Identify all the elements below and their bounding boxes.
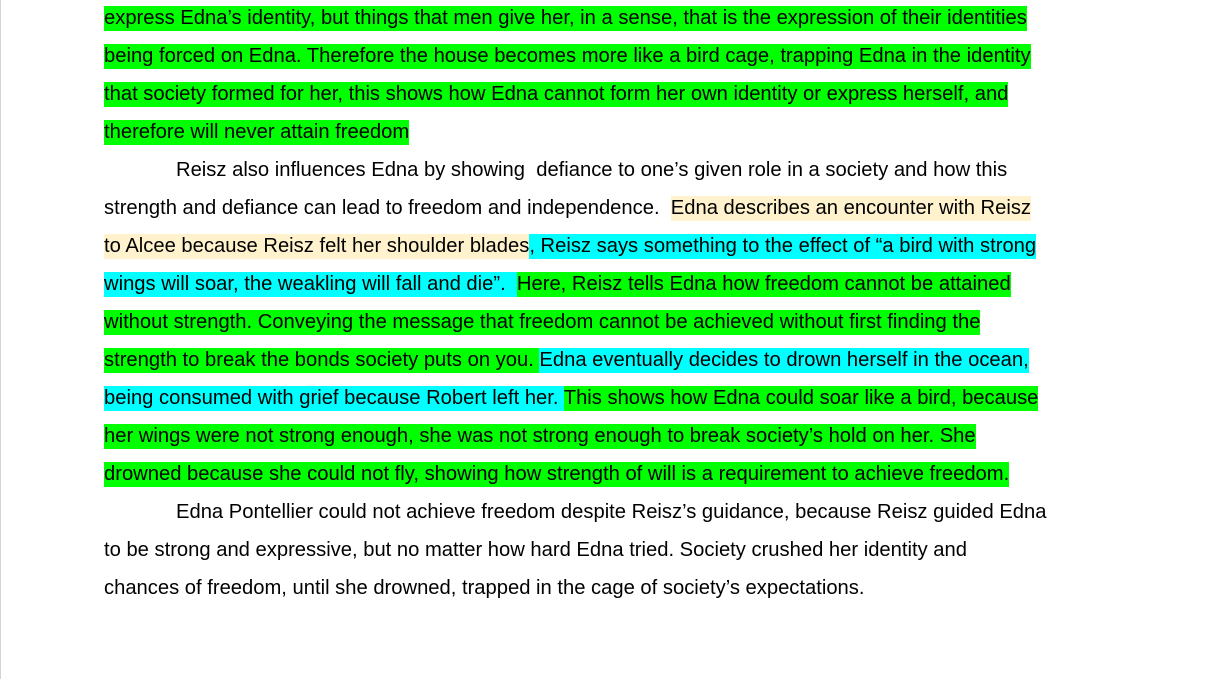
line-7-seg-1: to Alcee because Reisz felt her shoulder blades — [104, 235, 530, 257]
text-line-8 — [104, 272, 1011, 310]
text-line-4 — [104, 120, 409, 158]
text-line-15 — [104, 538, 967, 576]
line-1-seg-1: express Edna’s identity, but things that men give her, in a sense, that is the expression of their identities — [104, 7, 1027, 29]
text-line-12 — [104, 424, 976, 462]
line-16-seg-1: chances of freedom, until she drowned, trapped in the cage of society’s expectations. — [104, 577, 865, 599]
text-line-10 — [104, 348, 1029, 386]
text-line-9 — [104, 310, 980, 348]
text-line-2 — [104, 44, 1031, 82]
line-4-seg-1: therefore will never attain freedom — [104, 121, 410, 143]
text-line-7 — [104, 234, 1036, 272]
line-14-seg-1: Edna Pontellier could not achieve freedom despite Reisz’s guidance, because Reisz guided Edna — [176, 501, 1047, 523]
line-5-seg-1: Reisz also influences Edna by showing defiance to one’s given role in a society and how this — [176, 159, 1008, 181]
line-8-seg-2: Here, Reisz tells Edna how freedom cannot be attained — [516, 273, 1011, 295]
line-13-seg-1: drowned because she could not fly, showing how strength of will is a requirement to achieve freedom. — [104, 463, 1010, 485]
line-6-seg-1: strength and defiance can lead to freedom and independence. — [104, 197, 671, 219]
text-line-1 — [104, 6, 1027, 44]
line-6-seg-2: Edna describes an encounter with Reisz — [670, 197, 1032, 219]
line-15-seg-1: to be strong and expressive, but no matter how hard Edna tried. Society crushed her identity and — [104, 539, 967, 561]
line-10-seg-2: Edna eventually decides to drown herself in the ocean, — [539, 349, 1029, 371]
line-8-seg-1: wings will soar, the weakling will fall and die”. — [104, 273, 517, 295]
text-line-11 — [104, 386, 1038, 424]
text-line-6 — [104, 196, 1031, 234]
line-7-seg-2: , Reisz says something to the effect of “a bird with strong — [529, 235, 1037, 257]
line-10-seg-1: strength to break the bonds society puts on you. — [104, 349, 540, 371]
line-9-seg-1: without strength. Conveying the message that freedom cannot be achieved without first finding the — [104, 311, 981, 333]
line-3-seg-1: that society formed for her, this shows how Edna cannot form her own identity or express herself, and — [104, 83, 1009, 105]
line-12-seg-1: her wings were not strong enough, she was not strong enough to break society’s hold on her. She — [104, 425, 976, 447]
line-11-seg-1: being consumed with grief because Robert left her. — [104, 387, 564, 409]
text-line-13 — [104, 462, 1009, 500]
line-11-seg-2: This shows how Edna could soar like a bird, because — [563, 387, 1039, 409]
text-line-16 — [104, 576, 864, 614]
text-line-3 — [104, 82, 1008, 120]
line-2-seg-1: being forced on Edna. Therefore the house becomes more like a bird cage, trapping Edna in the identity — [104, 45, 1031, 67]
paragraph-first-line-conclusion — [176, 500, 1047, 538]
paragraph-first-line-reisz — [176, 158, 1007, 196]
